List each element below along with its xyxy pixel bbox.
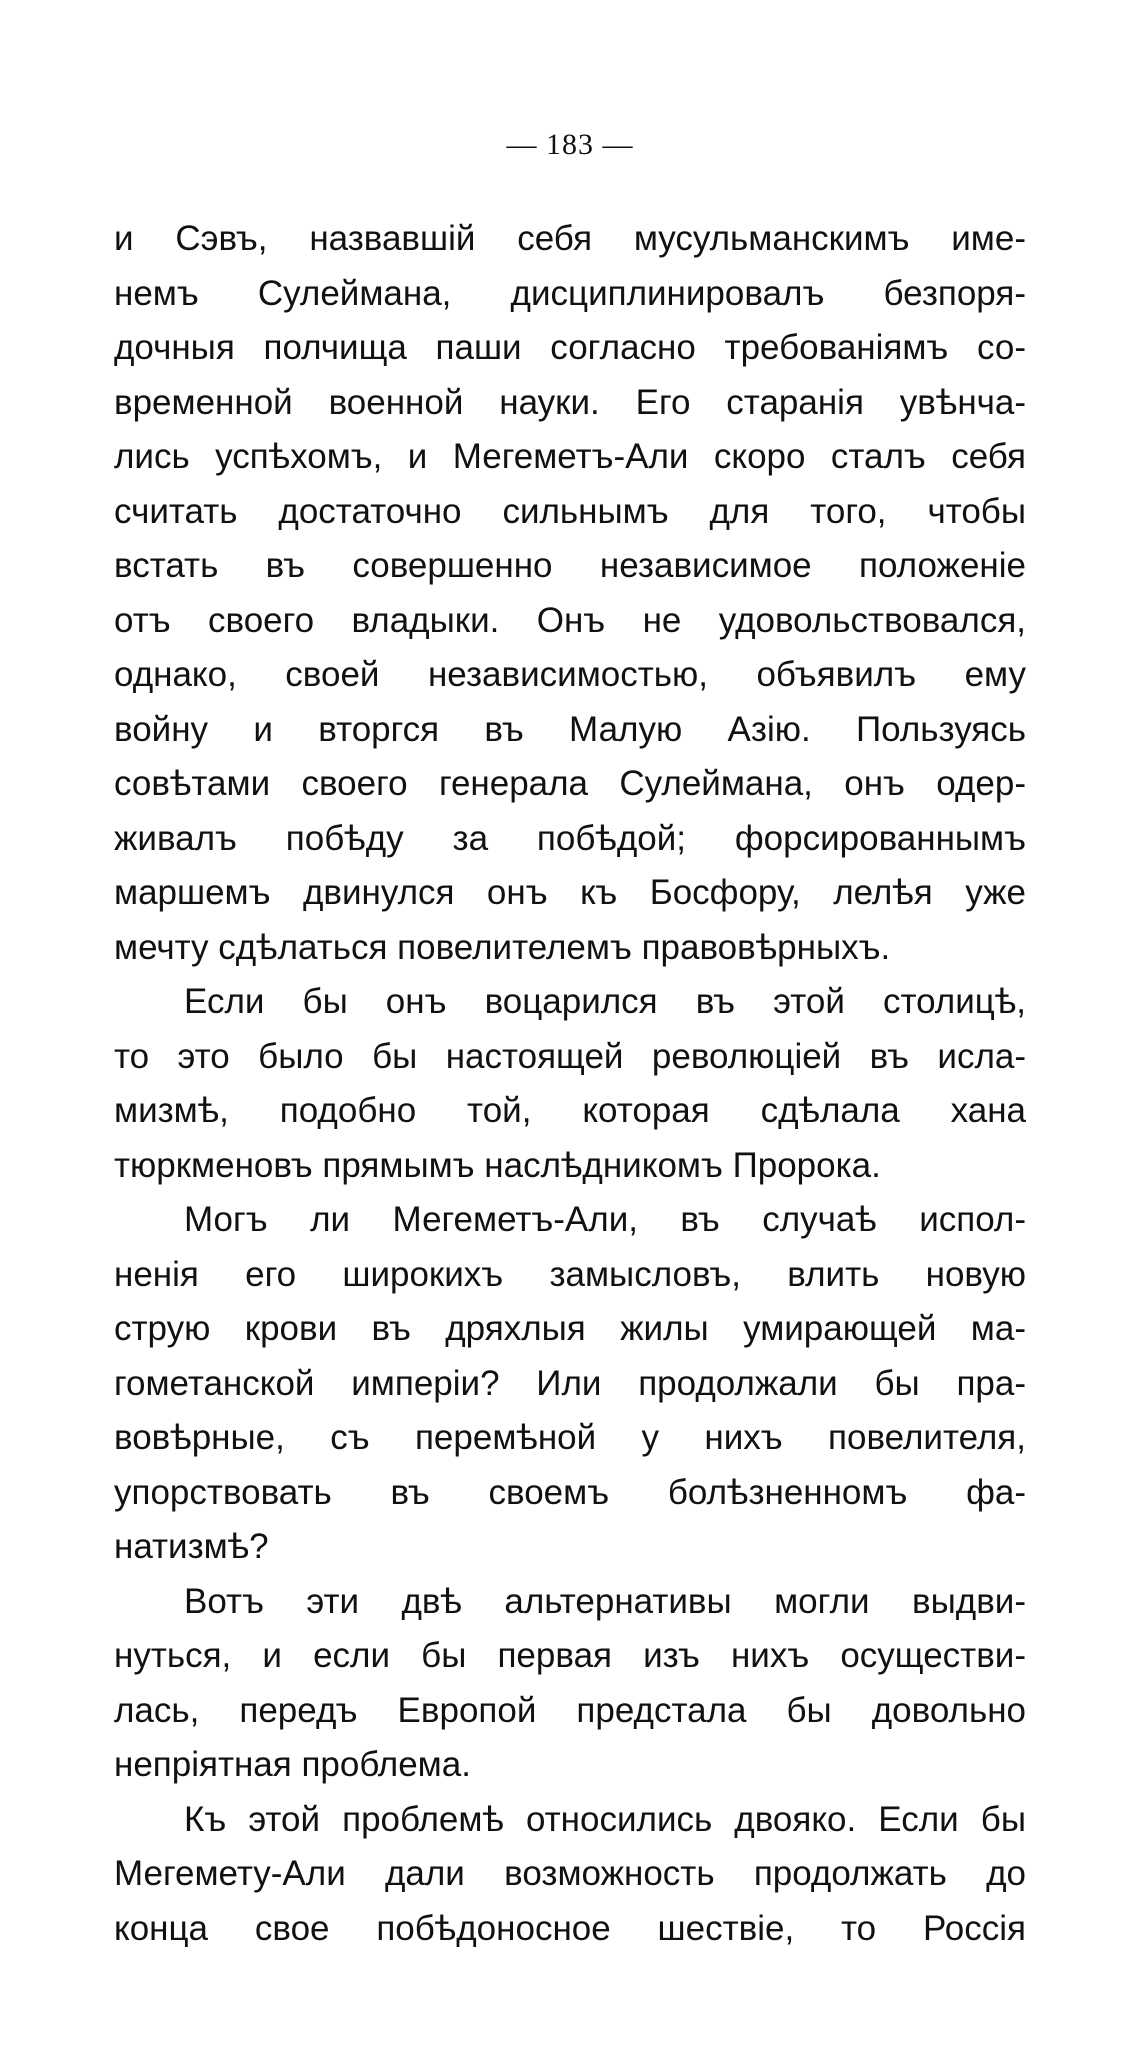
text-line: лась, передъ Европой предстала бы довольно — [114, 1690, 1026, 1730]
text-line: струю крови въ дряхлыя жилы умирающей ма- — [114, 1309, 1026, 1348]
text-line: живалъ побѣду за побѣдой; форсированнымъ — [114, 818, 1026, 858]
text-line: нуться, и если бы первая изъ нихъ осуществи- — [114, 1636, 1026, 1675]
text-line: Мегемету-Али дали возможность продолжать до — [114, 1854, 1026, 1893]
text-line: конца свое побѣдоносное шествіе, то Россія — [114, 1908, 1026, 1948]
text-line: отъ своего владыки. Онъ не удовольствовался, — [114, 600, 1026, 640]
text-line: натизмѣ? — [114, 1527, 269, 1566]
text-line: однако, своей независимостью, объявилъ ему — [114, 655, 1026, 694]
text-line: Вотъ эти двѣ альтернативы могли выдви- — [184, 1581, 1026, 1621]
text-line: войну и вторгся въ Малую Азію. Пользуясь — [114, 709, 1026, 749]
text-line: упорствовать въ своемъ болѣзненномъ фа- — [114, 1472, 1026, 1512]
page-number: — 183 — — [506, 128, 634, 161]
text-line: немъ Сулеймана, дисциплинировалъ безпоря- — [114, 273, 1026, 313]
text-line: гометанской имперіи? Или продолжали бы пра- — [114, 1363, 1026, 1403]
body-text — [114, 212, 1026, 1956]
text-line: мечту сдѣлаться повелителемъ правовѣрныхъ. — [114, 927, 891, 967]
text-line: тюркменовъ прямымъ наслѣдникомъ Пророка. — [114, 1145, 881, 1185]
text-line: Могъ ли Мегеметъ-Али, въ случаѣ испол- — [184, 1200, 1026, 1239]
text-line: временной военной науки. Его старанія увѣнча- — [114, 382, 1026, 422]
text-line: Къ этой проблемѣ относились двояко. Если бы — [184, 1799, 1026, 1839]
text-line: Если бы онъ воцарился въ этой столицѣ, — [184, 982, 1026, 1021]
text-line: лись успѣхомъ, и Мегеметъ-Али скоро сталъ себя — [114, 437, 1026, 476]
text-line: совѣтами своего генерала Сулеймана, онъ одер- — [114, 764, 1026, 803]
text-line: вовѣрные, съ перемѣной у нихъ повелителя, — [114, 1418, 1026, 1457]
text-line: непріятная проблема. — [114, 1745, 471, 1784]
text-line: маршемъ двинулся онъ къ Босфору, лелѣя уже — [114, 873, 1026, 912]
text-line: ненія его широкихъ замысловъ, влить новую — [114, 1254, 1026, 1294]
text-line: дочныя полчища паши согласно требованіямъ со- — [114, 328, 1026, 367]
text-line: мизмѣ, подобно той, которая сдѣлала хана — [114, 1091, 1026, 1130]
text-line: и Сэвъ, назвавшій себя мусульманскимъ име- — [114, 219, 1026, 258]
text-line: встать въ совершенно независимое положеніе — [114, 546, 1026, 585]
text-line: считать достаточно сильнымъ для того, чтобы — [114, 491, 1026, 531]
text-line: то это было бы настоящей революціей въ исла- — [114, 1036, 1026, 1076]
